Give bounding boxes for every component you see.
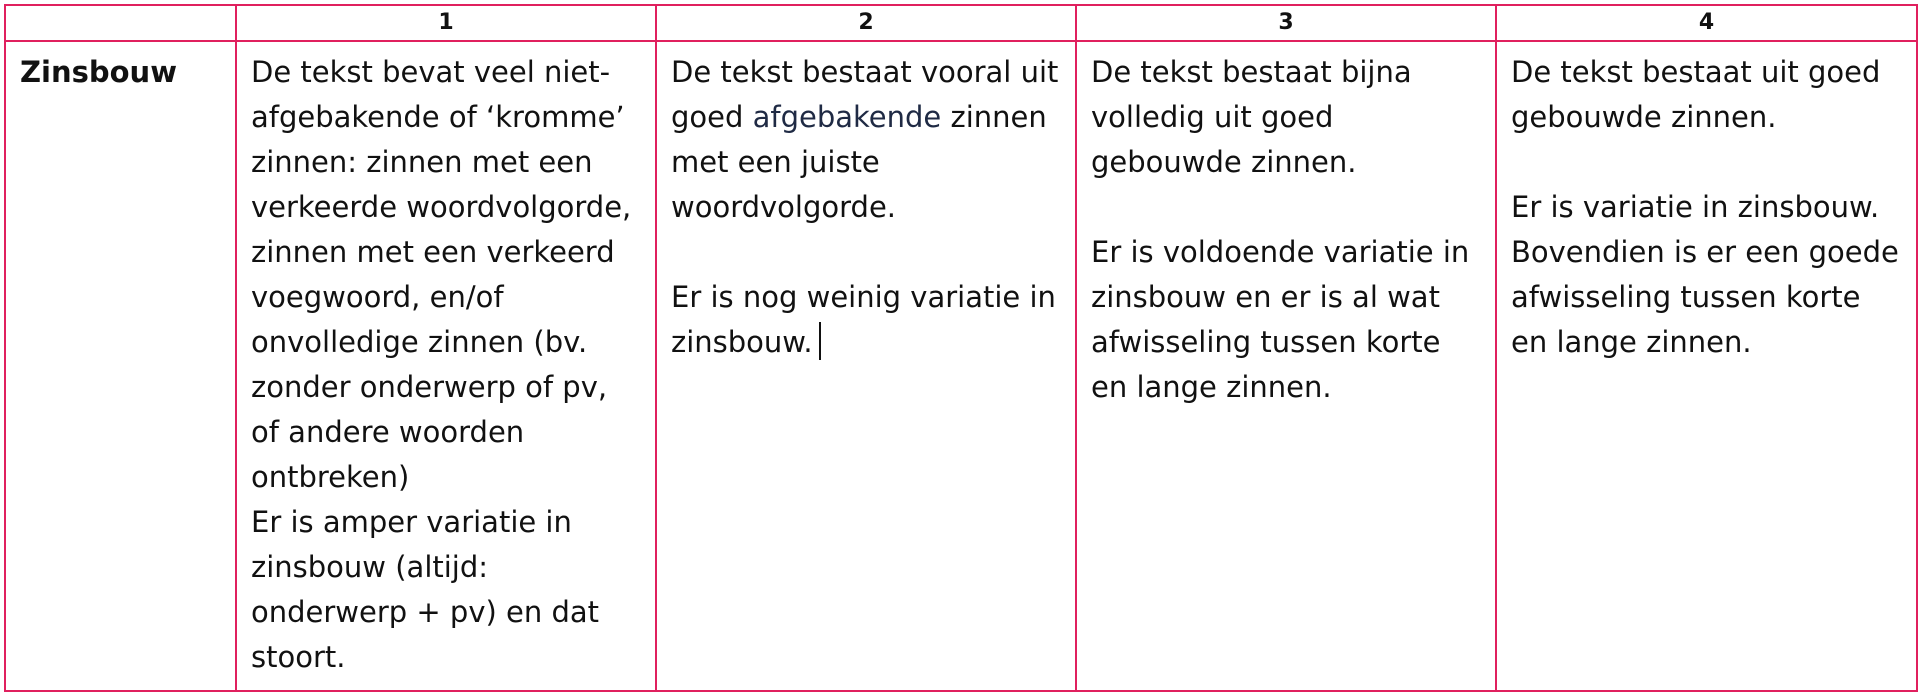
cell-2-text-after: zinnen met een juiste woordvolgorde. [671, 100, 1047, 224]
cell-2-text-before: De tekst bestaat vooral uit goed [671, 55, 1059, 134]
cell-1-paragraph-2: Er is amper variatie in zinsbouw (altijd: onderwerp + pv) en dat stoort. [251, 505, 600, 674]
rubric-table [4, 4, 1918, 692]
cell-3-paragraph-2: Er is voldoende variatie in zinsbouw en er is al wat afwisseling tussen korte en lange zinnen. [1091, 235, 1470, 404]
cell-level-3[interactable] [1076, 41, 1496, 691]
header-row [5, 5, 1917, 41]
cell-level-4[interactable] [1496, 41, 1917, 691]
cell-4-paragraph-1: De tekst bestaat uit goed gebouwde zinnen. [1511, 55, 1881, 134]
cell-3-paragraph-1: De tekst bestaat bijna volledig uit goed gebouwde zinnen. [1091, 55, 1412, 179]
text-cursor [819, 322, 821, 360]
cell-2-paragraph-2-text: Er is nog weinig variatie in zinsbouw. [671, 280, 1056, 359]
row-label-zinsbouw: Zinsbouw [5, 41, 236, 691]
cell-4-paragraph-2: Er is variatie in zinsbouw. Bovendien is er een goede afwisseling tussen korte en lange zinnen. [1511, 190, 1899, 359]
header-level-3: 3 [1076, 5, 1496, 41]
cell-level-2[interactable] [656, 41, 1076, 691]
cell-2-paragraph-2 [671, 275, 1063, 365]
cell-level-1[interactable] [236, 41, 656, 691]
cell-1-paragraph-1: De tekst bevat veel niet-afgebakende of ‘kromme’ zinnen: zinnen met een verkeerde woordvolgorde, zinnen met een verkeerd voegwoord, en/of onvolledige zinnen (bv. zonder onderwerp of pv, of andere woorden ontbreken) [251, 55, 632, 494]
header-level-4: 4 [1496, 5, 1917, 41]
header-level-2: 2 [656, 5, 1076, 41]
header-corner [5, 5, 236, 41]
cell-2-paragraph-1 [671, 50, 1063, 230]
criterion-row [5, 41, 1917, 691]
header-level-1: 1 [236, 5, 656, 41]
cell-2-highlighted-word: afgebakende [752, 100, 942, 134]
